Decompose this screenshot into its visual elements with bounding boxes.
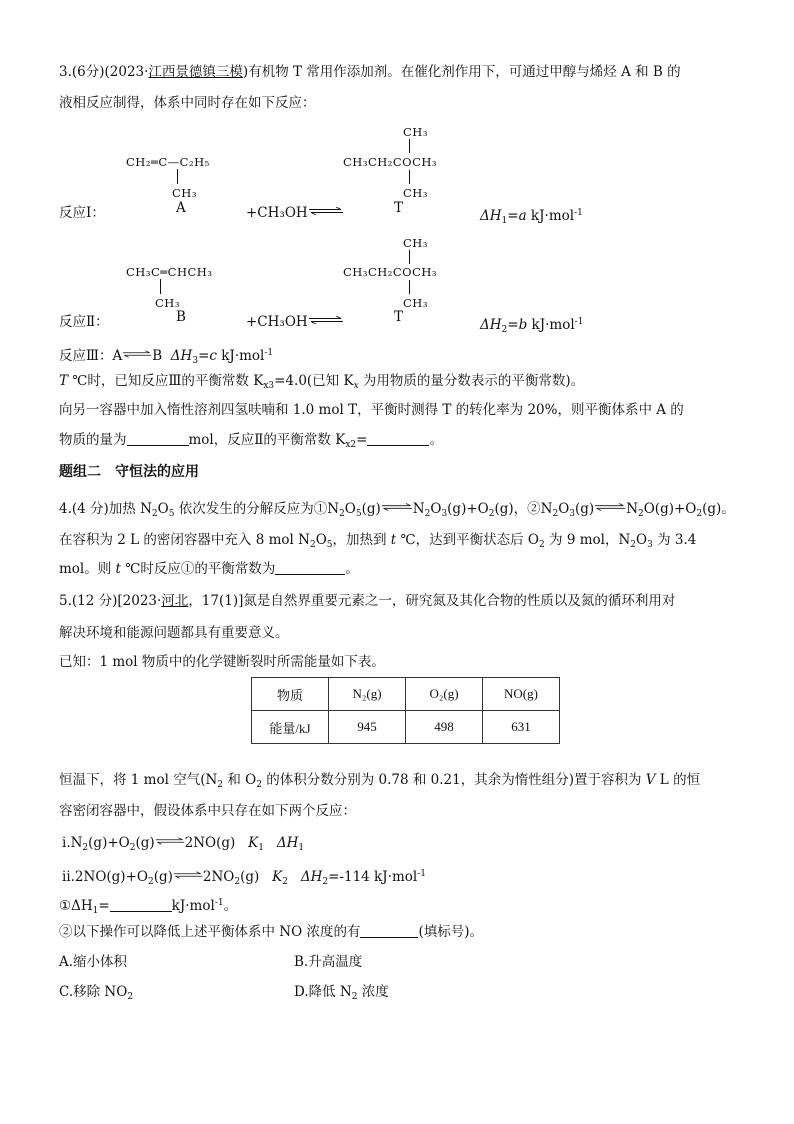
equilibrium-arrow-icon bbox=[122, 350, 152, 358]
equilibrium-arrow-icon bbox=[594, 503, 626, 511]
r2-t-main: CH₃CH₂COCH₃ bbox=[343, 265, 438, 279]
r3-line: 反应Ⅲ：A B $\Delta H_3=c$ kJ·mol$^{-1}$ bbox=[59, 348, 274, 366]
q3-text-a: )有机物 T 常用作添加剂。在催化剂作用下，可通过甲醇与烯烃 A 和 B 的 bbox=[242, 64, 681, 80]
reaction-i: $ⅰ.N_2(g)+O_2(g)$ 2NO(g) $K_1$ $\Delta H_1$ bbox=[62, 835, 305, 853]
q4-line-3: mol。则 t ℃时反应①的平衡常数为 。 bbox=[59, 561, 359, 577]
q3-question-line-1: 向另一容器中加入惰性溶剂四氢呋喃和 1.0 mol T，平衡时测得 T 的转化率为 20%，则平衡体系中 A 的 bbox=[59, 402, 684, 418]
q4-line-2: 在容积为 2 L 的密闭容器中充入 8 mol $N_2O_5$，加热到 t ℃，达到平衡状态后 $O_2$ 为 9 mol，$N_2O_3$ 为 3.4 bbox=[59, 532, 697, 550]
q3-condition-line: T ℃时，已知反应Ⅲ的平衡常数 $K_{x3}=4.0$(已知 $K_x$ 为用物质的量分数表示的平衡常数)。 bbox=[59, 373, 585, 391]
r2-label: 反应Ⅱ： bbox=[59, 314, 109, 330]
answer-blank-k-reaction-1[interactable] bbox=[275, 560, 345, 575]
q3-question-line-2: 物质的量为 mol，反应Ⅱ的平衡常数 $K_{x2}=$ 。 bbox=[59, 432, 443, 450]
answer-blank-kx2[interactable] bbox=[367, 431, 429, 446]
table-row bbox=[252, 711, 560, 744]
option-b[interactable]: B.升高温度 bbox=[294, 954, 363, 970]
r2-molecule-b-main: CH₃C═CHCH₃ bbox=[126, 265, 213, 279]
r2-molecule-b-branch: CH₃ bbox=[155, 296, 180, 310]
group-2-heading: 题组二 守恒法的应用 bbox=[59, 464, 199, 480]
r1-t-bottom: CH₃ bbox=[403, 186, 428, 200]
r2-bond-b bbox=[160, 279, 161, 294]
r2-b-name: B bbox=[176, 309, 186, 325]
r1-t-top: CH₃ bbox=[403, 125, 428, 139]
table-cell: 能量/kJ bbox=[252, 711, 329, 744]
r1-reagent bbox=[246, 203, 344, 223]
q5-line-2: 解决环境和能源问题都具有重要意义。 bbox=[59, 625, 289, 641]
bond-energy-table bbox=[251, 677, 560, 744]
q4-line-1: 4.(4 分)加热 $N_2O_5$ 依次发生的分解反应为$①N_2O_5(g)$ $N_2O_3(g)+O_2(g)$，$②N_2O_3(g)$ $N_2O(g)+O_2(g)$。 bbox=[59, 501, 735, 519]
answer-blank-delta-h1[interactable] bbox=[110, 897, 172, 912]
table-header-cell: 物质 bbox=[252, 678, 329, 711]
r1-bond-t-bottom bbox=[409, 170, 410, 184]
r2-t-top: CH₃ bbox=[403, 236, 428, 250]
q5-line-1: 5.(12 分)[2023·河北，17(1)]氮是自然界重要元素之一，研究氮及其化合物的性质以及氮的循环利用对 bbox=[59, 593, 676, 609]
table-header-row bbox=[252, 678, 560, 711]
r2-enthalpy: $\Delta H_2=b$ kJ·mol$^{-1}$ bbox=[480, 317, 584, 335]
q3-line-1 bbox=[59, 62, 681, 82]
r1-molecule-a-main: CH₂═C—C₂H₅ bbox=[126, 155, 210, 169]
equilibrium-arrow-icon bbox=[155, 837, 185, 845]
r1-a-name: A bbox=[176, 200, 186, 216]
q5-line-4: 恒温下，将 1 mol 空气($N_2$ 和 $O_2$ 的体积分数分别为 0.78 和 0.21，其余为惰性组分)置于容积为 V L 的恒 bbox=[59, 772, 701, 790]
r2-t-name: T bbox=[394, 309, 404, 325]
r1-bond-a bbox=[177, 169, 178, 184]
equilibrium-arrow-icon bbox=[173, 871, 203, 879]
q3-source-link[interactable]: 江西景德镇三模 bbox=[148, 64, 243, 80]
table-cell: 631 bbox=[483, 711, 560, 744]
table-header-cell: O₂(g) bbox=[406, 678, 483, 711]
table-header-cell: NO(g) bbox=[483, 678, 560, 711]
r1-molecule-a-branch: CH₃ bbox=[172, 186, 197, 200]
answer-blank-options[interactable] bbox=[360, 923, 418, 938]
r2-t-bottom: CH₃ bbox=[403, 296, 428, 310]
q3-line-2: 液相反应制得，体系中同时存在如下反应： bbox=[59, 95, 316, 111]
option-c[interactable]: C.移除 $NO_2$ bbox=[59, 984, 134, 1002]
q3-number: 3.(6分)(2023· bbox=[59, 64, 149, 80]
option-a[interactable]: A.缩小体积 bbox=[59, 954, 128, 970]
r1-bond-t-top bbox=[409, 139, 410, 153]
sub-question-1: $①\Delta H_1= kJ\cdot mol^{-1}$。 bbox=[59, 898, 238, 916]
r1-plus-methanol: +CH₃OH bbox=[246, 205, 308, 221]
r2-reagent: +CH₃OH bbox=[246, 312, 344, 332]
q5-source-link[interactable]: 河北 bbox=[161, 593, 189, 609]
q5-line-3: 已知：1 mol 物质中的化学键断裂时所需能量如下表。 bbox=[59, 654, 385, 670]
table-cell: 945 bbox=[329, 711, 406, 744]
table-cell: 498 bbox=[406, 711, 483, 744]
r1-label: 反应Ⅰ： bbox=[59, 205, 105, 221]
r1-t-name: T bbox=[394, 200, 404, 216]
reaction-ii: $ⅱ.2NO(g)+O_2(g)$ $2NO_2(g)$ $K_2$ $\Delta H_2=-114$ kJ·mol$^{-1}$ bbox=[62, 869, 426, 887]
r1-enthalpy: $\Delta H_1=a$ kJ·mol$^{-1}$ bbox=[480, 208, 583, 226]
r2-bond-t-bottom bbox=[409, 280, 410, 294]
sub-question-2: ②以下操作可以降低上述平衡体系中 NO 浓度的有 (填标号)。 bbox=[59, 924, 484, 940]
option-d[interactable]: D.降低 $N_2$ 浓度 bbox=[294, 984, 389, 1002]
q5-line-5: 容密闭容器中，假设体系中只存在如下两个反应： bbox=[59, 803, 356, 819]
equilibrium-arrow-icon bbox=[308, 207, 344, 215]
answer-blank-a-moles[interactable] bbox=[127, 431, 189, 446]
equilibrium-arrow-icon bbox=[308, 316, 344, 324]
equilibrium-arrow-icon bbox=[381, 503, 413, 511]
r1-t-main: CH₃CH₂COCH₃ bbox=[343, 155, 438, 169]
table-header-cell: N₂(g) bbox=[329, 678, 406, 711]
